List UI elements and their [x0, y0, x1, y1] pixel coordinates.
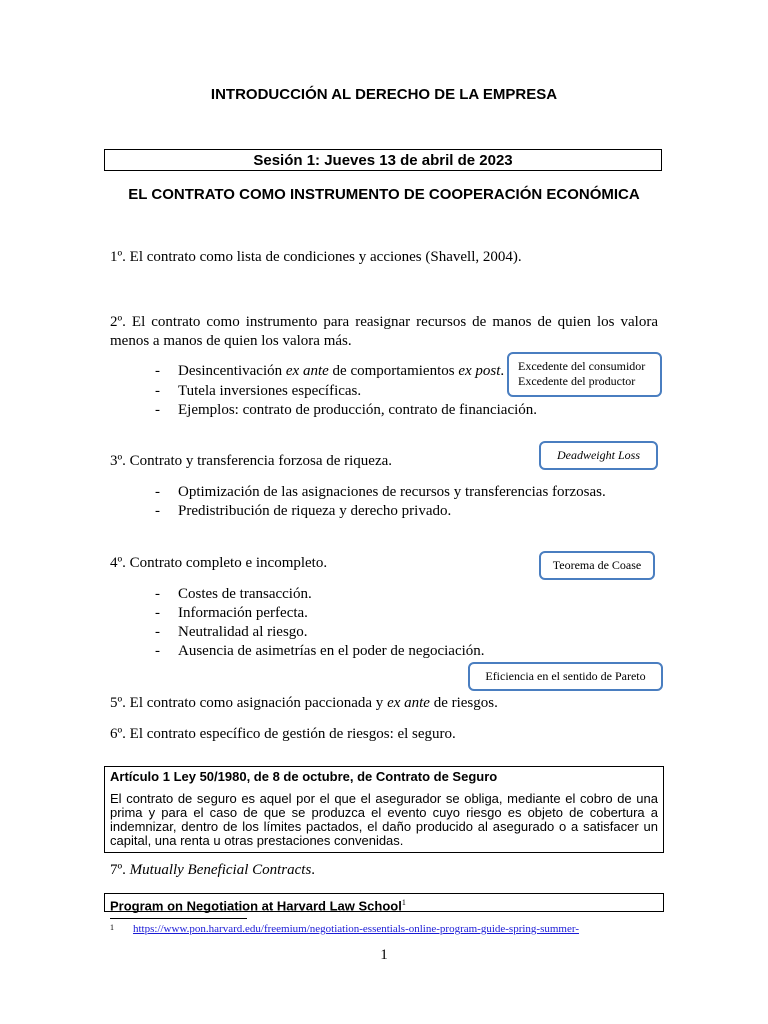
pon-box: [104, 893, 664, 912]
law-title: Artículo 1 Ley 50/1980, de 8 de octubre, de Contrato de Seguro: [110, 769, 498, 784]
law-body: El contrato de seguro es aquel por el que el asegurador se obliga, mediante el cobro de una prima y para el caso de que se produzca el evento cuyo riesgo es objeto de cobertura a indemnizar, dentro de los límites pactados, el daño producido al asegurado o a satisfacer un capital, una renta u otras prestaciones convenidas.: [110, 791, 658, 848]
footnote-link[interactable]: https://www.pon.harvard.edu/freemium/negotiation-essentials-online-program-guide-spring-summer-: [133, 923, 579, 935]
document-title: INTRODUCCIÓN AL DERECHO DE LA EMPRESA: [210, 86, 558, 103]
item-2-bullet-3: - Ejemplos: contrato de producción, contrato de financiación.: [155, 402, 538, 418]
item-4-bullet-4: - Ausencia de asimetrías en el poder de negociación.: [155, 643, 485, 659]
footnote-ref[interactable]: 1: [401, 898, 406, 907]
callout-surplus: [507, 352, 662, 397]
item-text: 5º. El contrato como asignación paccionada y: [110, 695, 388, 711]
callout-pareto: Eficiencia en el sentido de Pareto: [468, 662, 663, 691]
law-quote-box: [104, 766, 664, 853]
callout-line: Excedente del productor: [518, 374, 636, 388]
bullet-emphasis: ex post: [458, 363, 501, 379]
callout-line: Excedente del consumidor: [518, 359, 646, 373]
item-4-bullet-1: - Costes de transacción.: [155, 586, 312, 602]
bullet-text: de comportamientos: [328, 363, 459, 379]
item-5: [110, 694, 658, 713]
item-2-bullet-1: - Desincentivación ex ante de comportamientos ex post.: [155, 363, 505, 379]
bullet-text: Información perfecta.: [178, 605, 308, 621]
item-emphasis: ex ante: [387, 695, 430, 711]
item-1: 1º. El contrato como lista de condiciones y acciones (Shavell, 2004).: [110, 249, 522, 265]
item-4-bullet-3: - Neutralidad al riesgo.: [155, 624, 308, 640]
session-heading: Sesión 1: Jueves 13 de abril de 2023: [104, 149, 662, 171]
footnote-divider: [110, 918, 247, 919]
item-6: 6º. El contrato específico de gestión de riesgos: el seguro.: [110, 726, 456, 742]
item-text: de riesgos.: [429, 695, 498, 711]
item-7: [110, 861, 658, 880]
item-3: 3º. Contrato y transferencia forzosa de riqueza.: [110, 453, 393, 469]
footnote: [110, 923, 579, 935]
bullet-text: Optimización de las asignaciones de recursos y transferencias forzosas.: [178, 484, 606, 500]
bullet-text: Desincentivación: [178, 363, 286, 379]
bullet-text: Ausencia de asimetrías en el poder de negociación.: [178, 643, 485, 659]
item-2: 2º. El contrato como instrumento para reasignar recursos de manos de quien los valora menos a manos de quien los valora más.: [110, 314, 658, 349]
item-3-bullet-2: - Predistribución de riqueza y derecho privado.: [155, 503, 452, 519]
bullet-text: Tutela inversiones específicas.: [178, 383, 362, 399]
bullet-text: .: [500, 363, 505, 379]
item-emphasis: Mutually Beneficial Contracts: [129, 862, 312, 878]
page-number: 1: [380, 947, 388, 963]
footnote-number: 1: [110, 923, 114, 932]
callout-deadweight-loss: Deadweight Loss: [539, 441, 658, 470]
callout-coase: Teorema de Coase: [539, 551, 655, 580]
item-4-bullet-2: - Información perfecta.: [155, 605, 308, 621]
item-3-bullet-1: - Optimización de las asignaciones de recursos y transferencias forzosas.: [155, 484, 606, 500]
bullet-emphasis: ex ante: [285, 363, 329, 379]
bullet-text: Ejemplos: contrato de producción, contrato de financiación.: [178, 402, 538, 418]
bullet-text: Predistribución de riqueza y derecho privado.: [178, 503, 452, 519]
session-subtitle: EL CONTRATO COMO INSTRUMENTO DE COOPERACIÓN ECONÓMICA: [128, 186, 640, 203]
pon-label: Program on Negotiation at Harvard Law School: [110, 898, 402, 914]
bullet-text: Costes de transacción.: [178, 586, 312, 602]
item-text: .: [311, 862, 316, 878]
item-4: 4º. Contrato completo e incompleto.: [110, 555, 328, 571]
item-text: 7º.: [110, 862, 130, 878]
item-2-bullet-2: - Tutela inversiones específicas.: [155, 383, 362, 399]
bullet-text: Neutralidad al riesgo.: [178, 624, 308, 640]
